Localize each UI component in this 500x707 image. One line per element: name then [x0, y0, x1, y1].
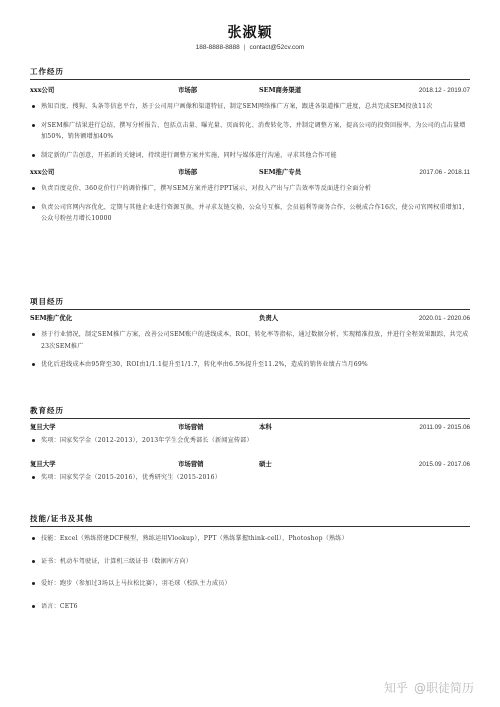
entry-major: 市场营销: [178, 423, 204, 431]
entry-bullets: [30, 329, 470, 371]
bullet-item: 对SEM推广结果进行总结，撰写分析报告，包括点击量、曝光量、页面转化、消费转化等，并制定调整方案，提高公司的投资回报率，为公司的点击量增加50%，销售额增加40%: [30, 120, 470, 143]
entry-school: 复旦大学: [30, 459, 56, 468]
skills-bullets: [30, 533, 470, 612]
entry-role: SEM推广专员: [259, 168, 302, 176]
entry-org: xxx公司: [30, 86, 55, 94]
bullet-item: 熟知百度、搜狗、头条等信息平台，基于公司用户画像和渠道特征，制定SEM网络推广方案，跟进各渠道推广进度，总共完成SEM投放11次: [30, 101, 470, 113]
entry-bullets: [30, 435, 470, 447]
entry-bullets: [30, 183, 470, 225]
bullet-item: 爱好：跑步（参加过3场以上马拉松比赛），羽毛球（校队主力成员）: [30, 578, 470, 590]
bullet-item: 制定新的广告创意，开拓新的关键词，持续进行调整方案并实施，同时与媒体进行沟通，寻求其他合作可能: [30, 150, 470, 162]
resume-name: 张淑颖: [227, 25, 273, 41]
bullet-item: 优化后进线成本由95降至30，ROI由1/1.1提升至1/1.7，转化率由6.5%提升至11.2%，造成的销售业绩占当月69%: [30, 359, 470, 371]
bullet-item: 基于行业情况，制定SEM推广方案，改善公司SEM账户的进线成本、ROI、转化率等指标，通过数据分析，实现精准投放，并进行全程效果跟踪，共完成23次SEM推广: [30, 329, 470, 352]
projects-section: [30, 296, 470, 378]
entry-degree: 硕士: [259, 459, 272, 468]
bullet-item: 证书：机动车驾驶证，计算机三级证书（数据库方向）: [30, 556, 470, 568]
entry-dept: 市场部: [178, 86, 198, 94]
entry-dates: 2018.12 - 2019.07: [418, 87, 470, 94]
education-section-title: 教育经历: [30, 406, 64, 415]
entry-dept: 市场部: [178, 168, 198, 176]
entry-dates: 2020.01 - 2020.06: [418, 315, 470, 322]
entry-org: SEM推广优化: [30, 314, 73, 322]
education-entry: [30, 459, 470, 484]
entry-org: xxx公司: [30, 168, 55, 176]
section-divider: [30, 526, 470, 527]
entry-header: [30, 85, 470, 96]
project-entry: [30, 313, 470, 371]
projects-section-title: 项目经历: [30, 297, 64, 306]
skills-section: [30, 513, 470, 612]
entry-bullets: [30, 101, 470, 161]
entry-role: SEM商务渠道: [259, 86, 302, 94]
email-address: contact@52cv.com: [249, 44, 305, 51]
contact-line: [0, 44, 500, 51]
work-section: [30, 66, 470, 232]
entry-header: [30, 422, 470, 433]
contact-separator: |: [243, 44, 246, 51]
watermark-site: 知乎: [384, 681, 409, 695]
bullet-item: 奖项：国家奖学金（2012-2013），2013年学生会优秀部长（新闻宣传部）: [30, 435, 470, 447]
education-section: [30, 405, 470, 483]
entry-bullets: [30, 472, 470, 484]
entry-header: [30, 313, 470, 324]
bullet-item: 负责百度竞价、360竞价行户的调价推广，撰写SEM方案并进行PPT展示，对投入产出与广告效率等反面进行全面分析: [30, 183, 470, 195]
entry-major: 市场营销: [178, 459, 204, 468]
entry-dates: 2011.09 - 2015.06: [419, 424, 470, 431]
section-divider: [30, 418, 470, 419]
entry-degree: 本科: [259, 423, 272, 431]
entry-dates: 2015.09 - 2017.06: [418, 460, 470, 468]
education-entry: [30, 422, 470, 447]
bullet-item: 技能：Excel（熟练搭建DCF模型，熟练运用Vlookup），PPT（熟练掌握think-cell），Photoshop（熟练）: [30, 533, 470, 545]
work-entry: [30, 167, 470, 225]
bullet-item: 奖项：国家奖学金（2015-2016），优秀研究生（2015-2016）: [30, 472, 470, 484]
watermark-handle: @职徒简历: [414, 681, 475, 695]
work-section-title: 工作经历: [30, 67, 64, 76]
entry-dates: 2017.06 - 2018.11: [419, 169, 470, 176]
entry-header: [30, 167, 470, 178]
work-entry: [30, 85, 470, 161]
entry-role: 负责人: [259, 314, 279, 322]
zhihu-watermark: [384, 679, 474, 696]
skills-section-title: 技能/证书及其他: [30, 514, 94, 523]
bullet-item: 负责公司官网内容优化，定期与其他企业进行资源互换，并寻求友链交换，公众号互推，会员福利等商务合作，公税成合作16次，使公司官网权重增加1，公众号粉丝月增长10000: [30, 202, 470, 225]
section-divider: [30, 309, 470, 310]
phone-number: 188-8888-8888: [195, 44, 240, 51]
entry-header: [30, 459, 470, 470]
section-divider: [30, 79, 470, 80]
entry-school: 复旦大学: [30, 423, 56, 431]
bullet-item: 语言：CET6: [30, 601, 470, 613]
